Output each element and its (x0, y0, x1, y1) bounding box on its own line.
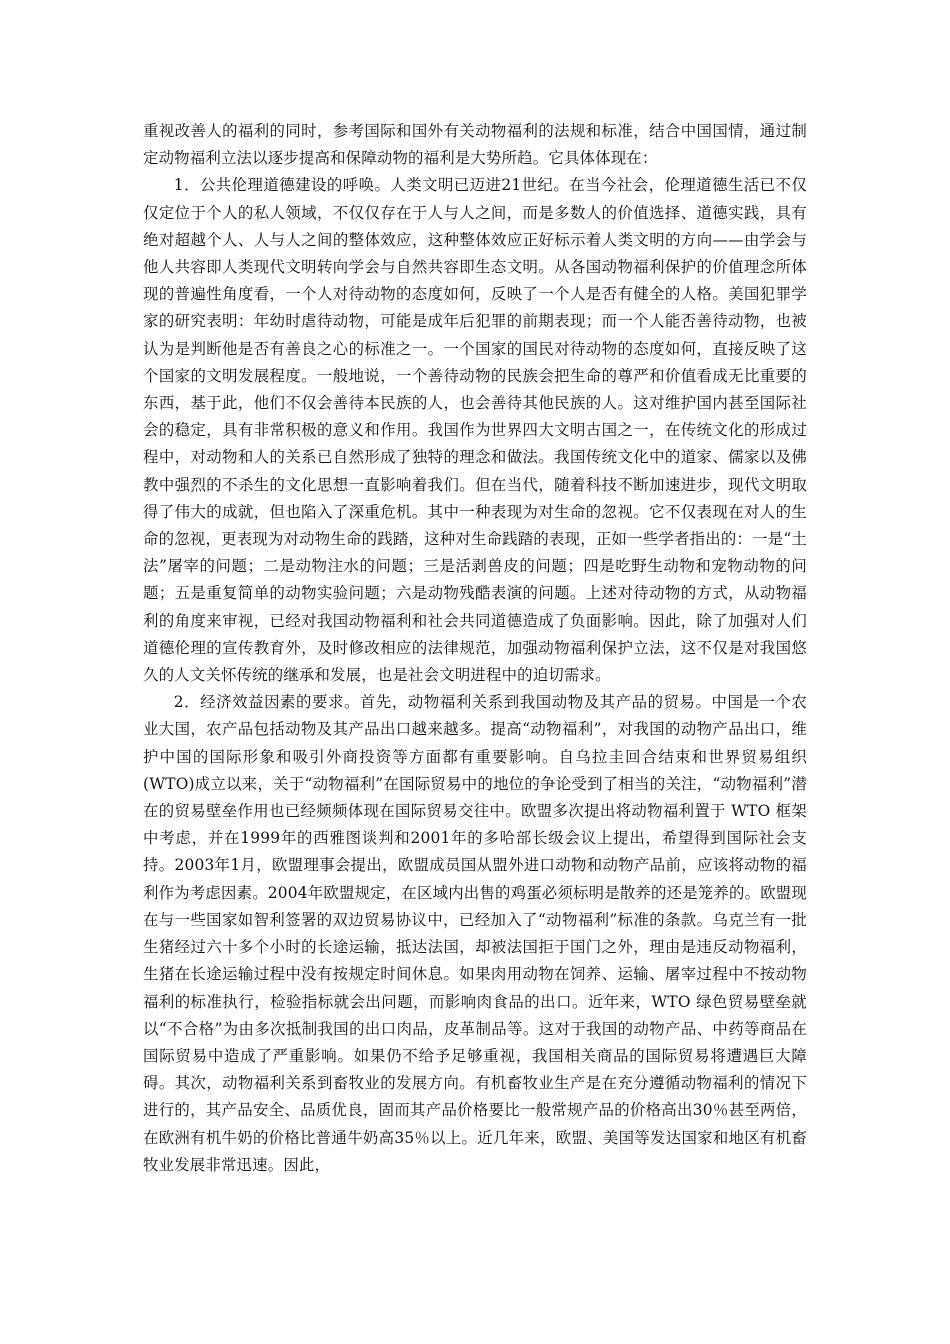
paragraph-economic-benefit: 2．经济效益因素的要求。首先，动物福利关系到我国动物及其产品的贸易。中国是一个农业大国，农产品包括动物及其产品出口越来越多。提高“动物福利”，对我国的动物产品出口，维护中国的国际形象和吸引外商投资等方面都有重要影响。自乌拉圭回合结束和世界贸易组织(WTO)成立以来，关于“动物福利”在国际贸易中的地位的争论受到了相当的关注，“动物福利”潜在的贸易壁垒作用也已经频频体现在国际贸易交往中。欧盟多次提出将动物福利置于 WTO 框架中考虑，并在1999年的西雅图谈判和2001年的多哈部长级会议上提出，希望得到国际社会支持。2003年1月，欧盟理事会提出，欧盟成员国从盟外进口动物和动物产品前，应该将动物的福利作为考虑因素。2004年欧盟规定，在区域内出售的鸡蛋必须标明是散养的还是笼养的。欧盟现在与一些国家如智利签署的双边贸易协议中，已经加入了“动物福利”标准的条款。乌克兰有一批生猪经过六十多个小时的长途运输，抵达法国，却被法国拒于国门之外，理由是违反动物福利，生猪在长途运输过程中没有按规定时间休息。如果肉用动物在饲养、运输、屠宰过程中不按动物福利的标准执行，检验指标就会出问题，而影响肉食品的出口。近年来，WTO 绿色贸易壁垒就以“不合格”为由多次抵制我国的出口肉品，皮革制品等。这对于我国的动物产品、中药等商品在国际贸易中造成了严重影响。如果仍不给予足够重视，我国相关商品的国际贸易将遭遇巨大障碍。其次，动物福利关系到畜牧业的发展方向。有机畜牧业生产是在充分遵循动物福利的情况下进行的，其产品安全、品质优良，固而其产品价格要比一般常规产品的价格高出30％甚至两倍，在欧洲有机牛奶的价格比普通牛奶高35％以上。近几年来，欧盟、美国等发达国家和地区有机畜牧业发展非常迅速。因此， (143, 693, 807, 1174)
paragraph-intro-continuation: 重视改善人的福利的同时，参考国际和国外有关动物福利的法规和标准，结合中国国情，通过制定动物福利立法以逐步提高和保障动物的福利是大势所趋。它具体体现在： (143, 122, 807, 168)
document-page (143, 118, 807, 1179)
paragraph-public-ethics: 1．公共伦理道德建设的呼唤。人类文明已迈进21世纪。在当今社会，伦理道德生活已不仅仅定位于个人的私人领域，不仅仅存在于人与人之间，而是多数人的价值选择、道德实践，具有绝对超越个人、人与人之间的整体效应，这种整体效应正好标示着人类文明的方向——由学会与他人共容即人类现代文明转向学会与自然共容即生态文明。从各国动物福利保护的价值理念所体现的普遍性角度看，一个人对待动物的态度如何，反映了一个人是否有健全的人格。美国犯罪学家的研究表明：年幼时虐待动物，可能是成年后犯罪的前期表现；而一个人能否善待动物，也被认为是判断他是否有善良之心的标准之一。一个国家的国民对待动物的态度如何，直接反映了这个国家的文明发展程度。一般地说，一个善待动物的民族会把生命的尊严和价值看成无比重要的东西，基于此，他们不仅会善待本民族的人，也会善待其他民族的人。这对维护国内甚至国际社会的稳定，具有非常积极的意义和作用。我国作为世界四大文明古国之一，在传统文化的形成过程中，对动物和人的关系已自然形成了独特的理念和做法。我国传统文化中的道家、儒家以及佛教中强烈的不杀生的文化思想一直影响着我们。但在当代，随着科技不断加速进步，现代文明取得了伟大的成就，但也陷入了深重危机。其中一种表现为对生命的忽视。它不仅表现在对人的生命的忽视，更表现为对动物生命的践踏，这种对生命践踏的表现，正如一些学者指出的：一是“土法”屠宰的问题；二是动物注水的问题；三是活剥兽皮的问题；四是吃野生动物和宠物动物的问题；五是重复简单的动物实验问题；六是动物残酷表演的问题。上述对待动物的方式，从动物福利的角度来审视，已经对我国动物福利和社会共同道德造成了负面影响。因此，除了加强对人们道德伦理的宣传教育外，及时修改相应的法律规范，加强动物福利保护立法，这不仅是对我国悠久的人文关怀传统的继承和发展，也是社会文明进程中的迫切需求。 (143, 176, 807, 685)
